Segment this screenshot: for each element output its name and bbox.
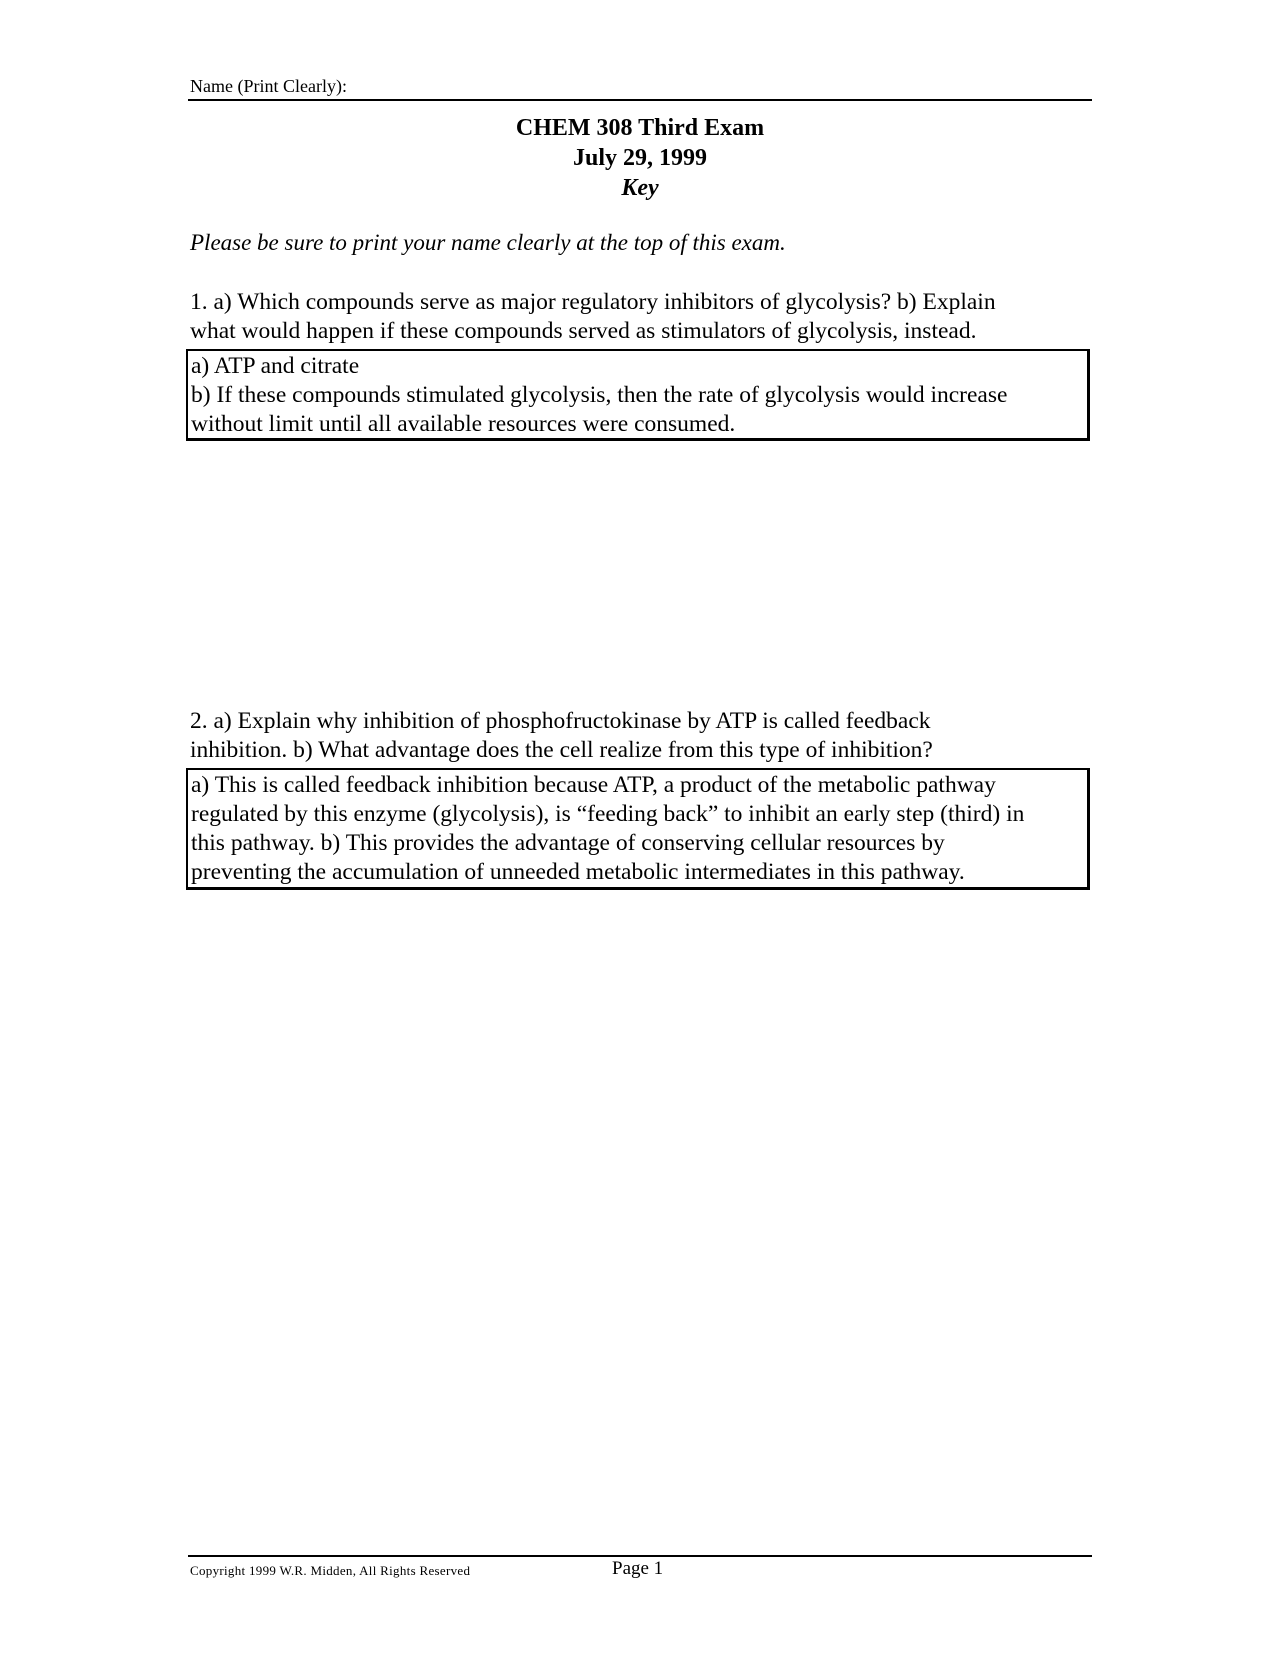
question-line: 1. a) Which compounds serve as major regulatory inhibitors of glycolysis? b) Explain bbox=[190, 289, 996, 315]
question-2 bbox=[190, 707, 1090, 765]
question-1 bbox=[190, 288, 1090, 346]
exam-title: CHEM 308 Third Exam bbox=[515, 115, 765, 141]
copyright-text: Copyright 1999 W.R. Midden, All Rights Reserved bbox=[190, 1563, 471, 1578]
question-line: what would happen if these compounds served as stimulators of glycolysis, instead. bbox=[190, 318, 977, 344]
footer-rule bbox=[188, 1555, 1092, 1557]
question-line: inhibition. b) What advantage does the cell realize from this type of inhibition? bbox=[190, 737, 933, 763]
answer-box-1 bbox=[186, 349, 1090, 441]
title-block bbox=[188, 113, 1092, 203]
key-label: Key bbox=[621, 175, 659, 201]
answer-line: regulated by this enzyme (glycolysis), is “feeding back” to inhibit an early step (third) in bbox=[191, 801, 1025, 827]
header-rule bbox=[188, 99, 1092, 101]
answer-line: a) ATP and citrate bbox=[191, 353, 360, 379]
answer-line: without limit until all available resources were consumed. bbox=[191, 411, 736, 437]
answer-box-2 bbox=[186, 768, 1090, 890]
exam-date: July 29, 1999 bbox=[572, 145, 707, 171]
instruction-text: Please be sure to print your name clearly at the top of this exam. bbox=[190, 230, 786, 255]
answer-line: a) This is called feedback inhibition because ATP, a product of the metabolic pathway bbox=[191, 772, 996, 798]
page-number: Page 1 bbox=[612, 1558, 664, 1579]
answer-line: this pathway. b) This provides the advantage of conserving cellular resources by bbox=[191, 830, 945, 856]
answer-line: preventing the accumulation of unneeded metabolic intermediates in this pathway. bbox=[191, 859, 965, 885]
question-line: 2. a) Explain why inhibition of phosphofructokinase by ATP is called feedback bbox=[190, 708, 931, 734]
answer-line: b) If these compounds stimulated glycolysis, then the rate of glycolysis would increase bbox=[191, 382, 1008, 408]
name-field-label: Name (Print Clearly): bbox=[190, 76, 347, 96]
